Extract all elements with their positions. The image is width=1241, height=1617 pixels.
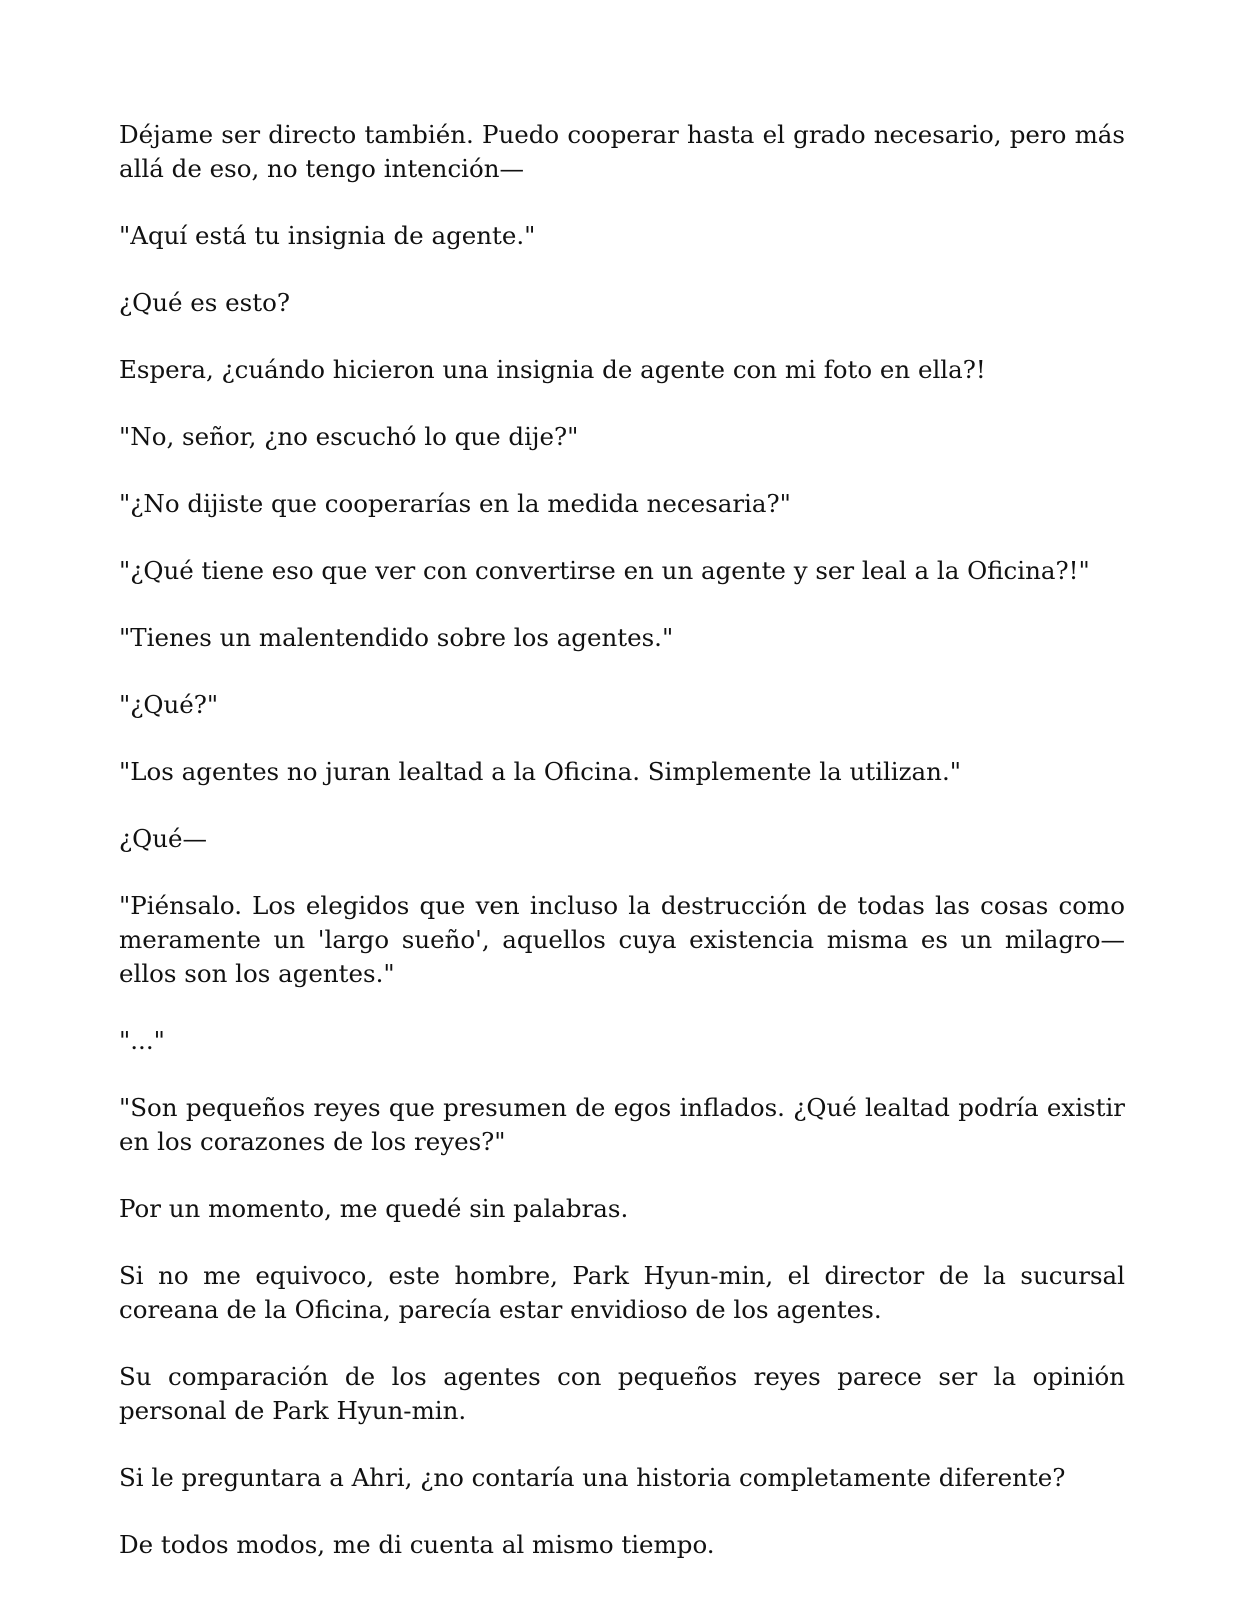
paragraph-17: Su comparación de los agentes con pequeños reyes parece ser la opinión personal de Park Hyun-min. (119, 1362, 1125, 1425)
paragraph-18: Si le preguntara a Ahri, ¿no contaría una historia completamente diferente? (119, 1463, 1066, 1492)
paragraph-16: Si no me equivoco, este hombre, Park Hyun-min, el director de la sucursal coreana de la Oficina, parecía estar envidioso de los agentes. (119, 1261, 1125, 1324)
paragraph-19: De todos modos, me di cuenta al mismo tiempo. (119, 1530, 715, 1559)
paragraph-13: "..." (119, 1026, 165, 1055)
paragraph-11: ¿Qué— (119, 824, 207, 853)
paragraph-7: "¿Qué tiene eso que ver con convertirse en un agente y ser leal a la Oficina?!" (119, 556, 1090, 585)
paragraph-14: "Son pequeños reyes que presumen de egos inflados. ¿Qué lealtad podría existir en los corazones de los reyes?" (119, 1093, 1125, 1156)
paragraph-12: "Piénsalo. Los elegidos que ven incluso la destrucción de todas las cosas como meramente un 'largo sueño', aquellos cuya existencia misma es un milagro—ellos son los agentes." (119, 891, 1125, 988)
paragraph-1: Déjame ser directo también. Puedo cooperar hasta el grado necesario, pero más allá de eso, no tengo intención— (119, 120, 1125, 183)
paragraph-5: "No, señor, ¿no escuchó lo que dije?" (119, 422, 579, 451)
paragraph-9: "¿Qué?" (119, 690, 219, 719)
document-page (119, 118, 1125, 1562)
paragraph-15: Por un momento, me quedé sin palabras. (119, 1194, 629, 1223)
paragraph-2: "Aquí está tu insignia de agente." (119, 221, 536, 250)
paragraph-4: Espera, ¿cuándo hicieron una insignia de agente con mi foto en ella?! (119, 355, 986, 384)
paragraph-3: ¿Qué es esto? (119, 288, 290, 317)
paragraph-6: "¿No dijiste que cooperarías en la medida necesaria?" (119, 489, 791, 518)
paragraph-8: "Tienes un malentendido sobre los agentes." (119, 623, 674, 652)
paragraph-10: "Los agentes no juran lealtad a la Oficina. Simplemente la utilizan." (119, 757, 961, 786)
